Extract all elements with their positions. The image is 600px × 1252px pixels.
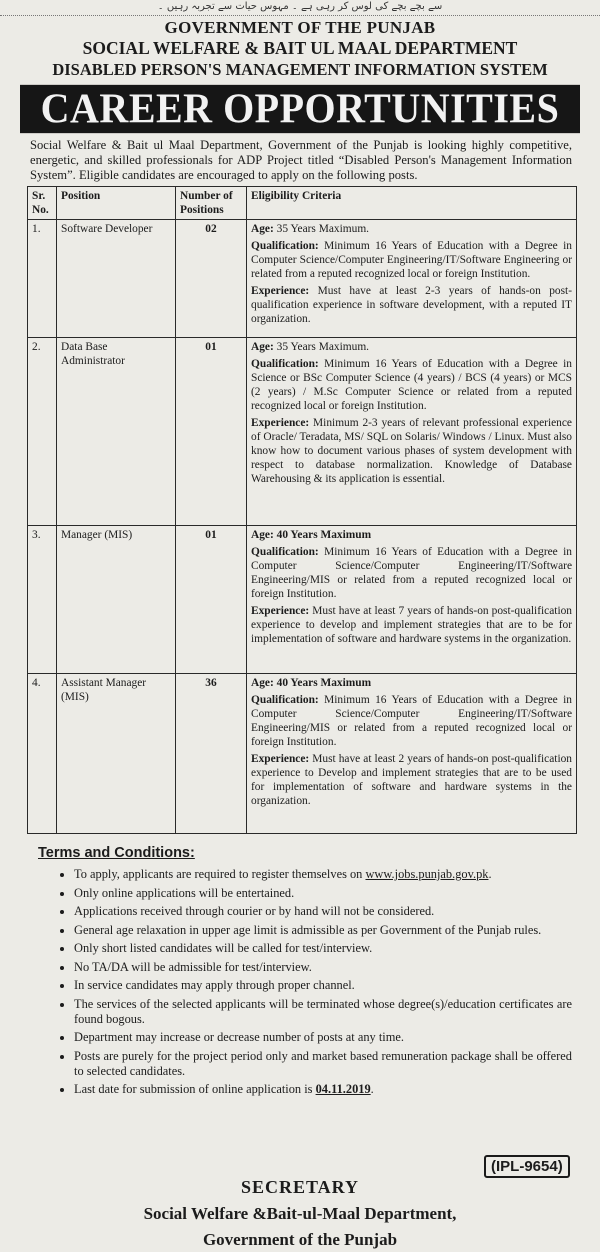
row-sr: 3. bbox=[28, 526, 57, 674]
term-punct: . bbox=[488, 867, 492, 881]
ad-header bbox=[0, 18, 600, 80]
experience-value: Must have at least 7 years of hands-on post-qualification experience to develop and implement strategies that are to be for implementation of software and hardware systems in the organization. bbox=[251, 605, 572, 645]
terms-title: Terms and Conditions: bbox=[38, 845, 195, 861]
row-sr: 2. bbox=[28, 338, 57, 526]
qualification-value: Minimum 16 Years of Education with a Degree in Computer Science/Computer Engineering/IT/Software Engineering/MIS or related from a reputed recognized local or foreign Institution. bbox=[251, 546, 572, 600]
header-criteria: Eligibility Criteria bbox=[247, 187, 577, 220]
list-item: • Department may increase or decrease number of posts at any time. bbox=[74, 1030, 572, 1045]
footer-department: Social Welfare &Bait-ul-Maal Department, bbox=[143, 1204, 457, 1223]
intro-paragraph: Social Welfare & Bait ul Maal Department, Government of the Punjab is looking highly competitive, energetic, and skilled professionals for ADP Project titled “Disabled Person's Management Information System”. Eligible candidates are encouraged to apply on the following posts. bbox=[30, 138, 572, 182]
experience-label: Experience: bbox=[251, 417, 310, 429]
row-count: 01 bbox=[176, 526, 247, 674]
experience-label: Experience: bbox=[251, 753, 310, 765]
career-banner: CAREER OPPORTUNITIES bbox=[20, 85, 580, 133]
term-text: To apply, applicants are required to register themselves on bbox=[74, 867, 366, 881]
system-title: DISABLED PERSON'S MANAGEMENT INFORMATION SYSTEM bbox=[52, 60, 548, 79]
qualification-label: Qualification: bbox=[251, 694, 319, 706]
row-criteria bbox=[247, 674, 577, 834]
list-item: • The services of the selected applicants will be terminated whose degree(s)/education certificates are found bogous. bbox=[74, 997, 572, 1027]
qualification-label: Qualification: bbox=[251, 546, 319, 558]
qualification-value: Minimum 16 Years of Education with a Degree in Computer Science/Computer Engineering/IT/Software Engineering or related from a reputed recognized local or foreign Institution. bbox=[251, 240, 572, 280]
qualification-value: Minimum 16 Years of Education with a Degree in Computer Science/Computer Engineering/IT/Software Engineering/MIS or related from a reputed recognized local or foreign Institution. bbox=[251, 694, 572, 748]
row-criteria bbox=[247, 338, 577, 526]
department-title: SOCIAL WELFARE & BAIT UL MAAL DEPARTMENT bbox=[82, 38, 518, 58]
row-position: Assistant Manager (MIS) bbox=[57, 674, 176, 834]
header-number: Number of Positions bbox=[176, 187, 247, 220]
row-sr: 4. bbox=[28, 674, 57, 834]
ipl-reference-badge: (IPL-9654) bbox=[484, 1155, 570, 1178]
table-row bbox=[28, 674, 577, 834]
footer-government: Government of the Punjab bbox=[202, 1230, 398, 1249]
list-item: • Only online applications will be entertained. bbox=[74, 886, 572, 901]
secretary-title: SECRETARY bbox=[240, 1177, 360, 1197]
qualification-value: Minimum 16 Years of Education with a Degree in Science or BSc Computer Science (4 years) / BCS (4 years) or MCS (2 years) / M.Sc Computer Science or related from a reputed recognized local or foreign Institution. bbox=[251, 358, 572, 412]
experience-value: Must have at least 2 years of hands-on post-qualification experience to Develop and implement strategies that are to be used for implementation of software and hardware systems in the organization. bbox=[251, 753, 572, 807]
experience-value: Must have at least 2-3 years of hands-on post-qualification experience in software development, with a reputed IT organization. bbox=[251, 285, 572, 325]
table-row bbox=[28, 220, 577, 338]
age-label: Age: bbox=[251, 341, 274, 353]
term-text: Last date for submission of online application is bbox=[74, 1082, 316, 1096]
positions-table bbox=[27, 186, 577, 834]
qualification-label: Qualification: bbox=[251, 240, 319, 252]
urdu-header-strip: سے بچے بچے کی لوس کر رہی ہے ۔ مہوس حیات سے تجربہ رہیں ۔ bbox=[0, 0, 600, 16]
age-label: Age: 40 Years Maximum bbox=[251, 529, 372, 541]
age-value: 35 Years Maximum. bbox=[273, 223, 370, 235]
row-position: Manager (MIS) bbox=[57, 526, 176, 674]
row-position: Data Base Administrator bbox=[57, 338, 176, 526]
government-title: GOVERNMENT OF THE PUNJAB bbox=[164, 18, 436, 37]
row-criteria bbox=[247, 220, 577, 338]
list-item bbox=[74, 867, 572, 882]
row-count: 01 bbox=[176, 338, 247, 526]
list-item: • In service candidates may apply through proper channel. bbox=[74, 978, 572, 993]
header-sr: Sr. No. bbox=[28, 187, 57, 220]
list-item: • Applications received through courier or by hand will not be considered. bbox=[74, 904, 572, 919]
term-punct: . bbox=[370, 1082, 374, 1096]
age-label: Age: 40 Years Maximum bbox=[251, 677, 372, 689]
experience-label: Experience: bbox=[251, 605, 310, 617]
row-criteria bbox=[247, 526, 577, 674]
row-sr: 1. bbox=[28, 220, 57, 338]
row-count: 02 bbox=[176, 220, 247, 338]
table-row bbox=[28, 526, 577, 674]
age-label: Age: bbox=[251, 223, 274, 235]
header-position: Position bbox=[57, 187, 176, 220]
jobs-portal-link[interactable]: www.jobs.punjab.gov.pk bbox=[365, 867, 489, 881]
list-item: • Posts are purely for the project period only and market based remuneration package shall be offered to selected candidates. bbox=[74, 1049, 572, 1079]
row-count: 36 bbox=[176, 674, 247, 834]
signature-block bbox=[0, 1174, 600, 1252]
qualification-label: Qualification: bbox=[251, 358, 319, 370]
age-value: 35 Years Maximum. bbox=[273, 341, 370, 353]
table-row bbox=[28, 338, 577, 526]
list-item bbox=[74, 1082, 572, 1097]
terms-section bbox=[38, 845, 572, 1097]
last-date: 04.11.2019 bbox=[315, 1082, 371, 1096]
experience-value: Minimum 2-3 years of relevant professional experience of Oracle/ Teradata, MS/ SQL on Solaris/ Windows / Linux. Must also know how to document various phases of system development with respect to database normalization. Knowledge of Database Warehousing & its application is essential. bbox=[251, 417, 572, 485]
list-item: • Only short listed candidates will be called for test/interview. bbox=[74, 941, 572, 956]
list-item: • No TA/DA will be admissible for test/interview. bbox=[74, 960, 572, 975]
row-position: Software Developer bbox=[57, 220, 176, 338]
table-header-row bbox=[28, 187, 577, 220]
list-item: • General age relaxation in upper age limit is admissible as per Government of the Punjab rules. bbox=[74, 923, 572, 938]
experience-label: Experience: bbox=[251, 285, 310, 297]
terms-list bbox=[38, 867, 572, 1097]
